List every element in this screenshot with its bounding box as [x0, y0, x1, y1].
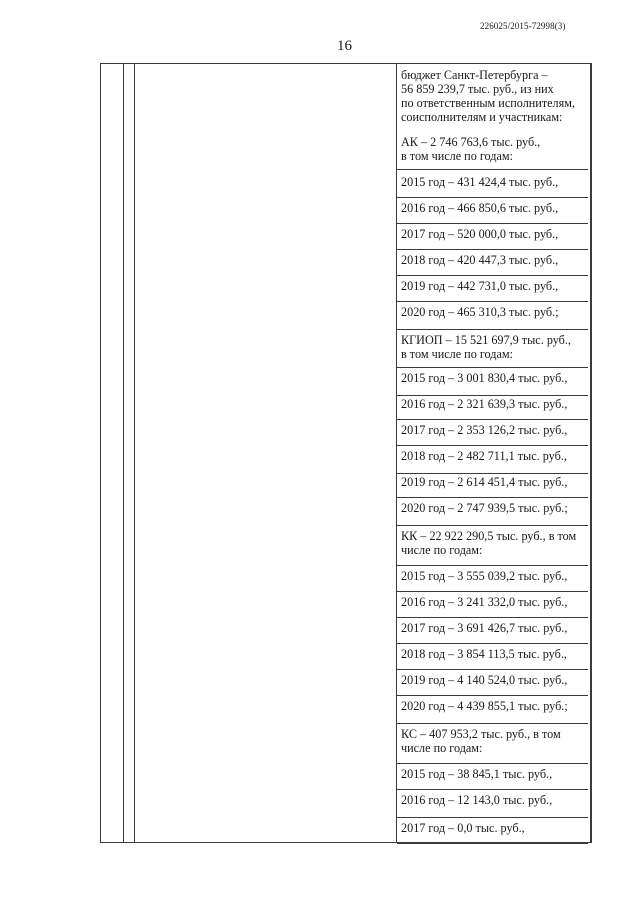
entry-line: 2016 год – 3 241 332,0 тыс. руб.,: [401, 595, 568, 609]
entry-line: 2017 год – 520 000,0 тыс. руб.,: [401, 227, 559, 241]
entry-line: АК – 2 746 763,6 тыс. руб.,: [401, 135, 541, 149]
entry-line: числе по годам:: [401, 741, 483, 755]
entry-line: 2015 год – 3 555 039,2 тыс. руб.,: [401, 569, 568, 583]
entry-line: 2019 год – 442 731,0 тыс. руб.,: [401, 279, 559, 293]
funding-entry: [397, 646, 588, 670]
entry-line: 2020 год – 4 439 855,1 тыс. руб.;: [401, 699, 568, 713]
entry-line: 2018 год – 420 447,3 тыс. руб.,: [401, 253, 559, 267]
funding-entry: [397, 396, 588, 420]
entry-line: 2017 год – 0,0 тыс. руб.,: [401, 821, 525, 835]
funding-entry: [397, 67, 588, 129]
entry-line: по ответственным исполнителям,: [401, 96, 576, 110]
funding-entry: [397, 528, 588, 566]
column-divider: [134, 64, 135, 842]
entry-line: 2016 год – 2 321 639,3 тыс. руб.,: [401, 397, 568, 411]
funding-column: [397, 64, 588, 842]
funding-entry: [397, 698, 588, 724]
funding-entry: [397, 332, 588, 368]
funding-entry: [397, 370, 588, 396]
entry-line: 56 859 239,7 тыс. руб., из них: [401, 82, 554, 96]
funding-entry: [397, 422, 588, 446]
column-divider: [123, 64, 124, 842]
entry-line: 2020 год – 2 747 939,5 тыс. руб.;: [401, 501, 568, 515]
funding-entry: [397, 448, 588, 474]
funding-entry: [397, 226, 588, 250]
funding-entry: [397, 568, 588, 592]
funding-entry: [397, 500, 588, 526]
funding-entry: [397, 620, 588, 644]
funding-entry: [397, 134, 588, 170]
funding-entry: [397, 474, 588, 498]
entry-line: КГИОП – 15 521 697,9 тыс. руб.,: [401, 333, 571, 347]
funding-entry: [397, 672, 588, 696]
column-divider: [590, 64, 591, 842]
entry-line: в том числе по годам:: [401, 149, 513, 163]
funding-entry: [397, 278, 588, 302]
entry-line: 2018 год – 3 854 113,5 тыс. руб.,: [401, 647, 567, 661]
entry-line: 2016 год – 466 850,6 тыс. руб.,: [401, 201, 559, 215]
entry-line: 2019 год – 4 140 524,0 тыс. руб.,: [401, 673, 568, 687]
entry-line: 2015 год – 3 001 830,4 тыс. руб.,: [401, 371, 568, 385]
entry-line: 2020 год – 465 310,3 тыс. руб.;: [401, 305, 559, 319]
entry-line: 2017 год – 3 691 426,7 тыс. руб.,: [401, 621, 568, 635]
entry-line: 2018 год – 2 482 711,1 тыс. руб.,: [401, 449, 567, 463]
entry-line: 2015 год – 38 845,1 тыс. руб.,: [401, 767, 553, 781]
entry-line: КС – 407 953,2 тыс. руб., в том: [401, 727, 561, 741]
funding-entry: [397, 766, 588, 790]
funding-entry: [397, 174, 588, 198]
entry-line: 2016 год – 12 143,0 тыс. руб.,: [401, 793, 553, 807]
entry-line: КК – 22 922 290,5 тыс. руб., в том: [401, 529, 577, 543]
funding-entry: [397, 200, 588, 224]
entry-line: соисполнителям и участникам:: [401, 110, 563, 124]
funding-entry: [397, 820, 588, 844]
funding-entry: [397, 792, 588, 818]
entry-line: в том числе по годам:: [401, 347, 513, 361]
funding-entry: [397, 594, 588, 618]
budget-table: [100, 63, 592, 843]
entry-line: числе по годам:: [401, 543, 483, 557]
entry-line: бюджет Санкт-Петербурга –: [401, 68, 548, 82]
entry-line: 2017 год – 2 353 126,2 тыс. руб.,: [401, 423, 568, 437]
entry-line: 2019 год – 2 614 451,4 тыс. руб.,: [401, 475, 568, 489]
page-number: 16: [337, 38, 352, 54]
funding-entry: [397, 252, 588, 276]
document-id: 226025/2015-72998(3): [480, 21, 566, 31]
funding-entry: [397, 304, 588, 330]
entry-line: 2015 год – 431 424,4 тыс. руб.,: [401, 175, 559, 189]
funding-entry: [397, 726, 588, 764]
